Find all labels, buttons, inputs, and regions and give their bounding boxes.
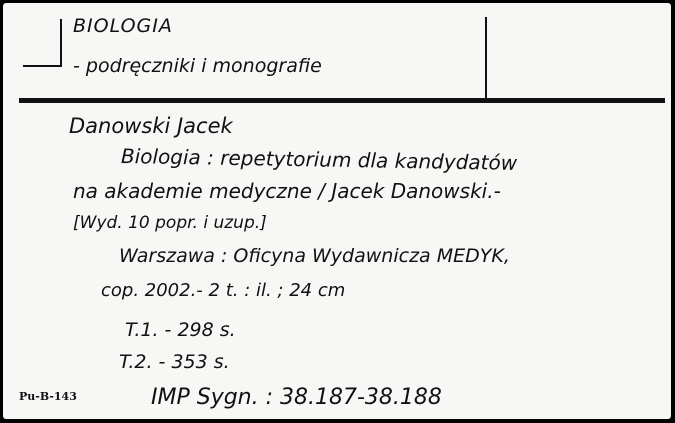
imprint-line2: cop. 2002.- 2 t. : il. ; 24 cm	[101, 280, 346, 301]
title-line1: Biologia : repetytorium dla kandydatów	[120, 144, 518, 175]
subject-heading-line1: BIOLOGIA	[73, 15, 173, 37]
catalog-card	[3, 3, 671, 419]
heading-rule	[19, 98, 665, 103]
corner-mark-horizontal	[23, 65, 62, 67]
author-heading: Danowski Jacek	[69, 114, 233, 138]
volume1-note: T.1. - 298 s.	[125, 319, 236, 341]
subject-heading-line2: - podręczniki i monografie	[73, 55, 322, 77]
heading-box-divider	[485, 17, 487, 99]
imprint-line1: Warszawa : Oficyna Wydawnicza MEDYK,	[119, 245, 510, 267]
corner-mark-vertical	[60, 19, 62, 67]
call-number: Pu-B-143	[19, 390, 77, 403]
title-line3: [Wyd. 10 popr. i uzup.]	[73, 213, 267, 233]
volume2-note: T.2. - 353 s.	[119, 351, 230, 373]
title-line2: na akademie medyczne / Jacek Danowski.-	[73, 179, 501, 203]
signature-line: IMP Sygn. : 38.187-38.188	[151, 385, 442, 410]
